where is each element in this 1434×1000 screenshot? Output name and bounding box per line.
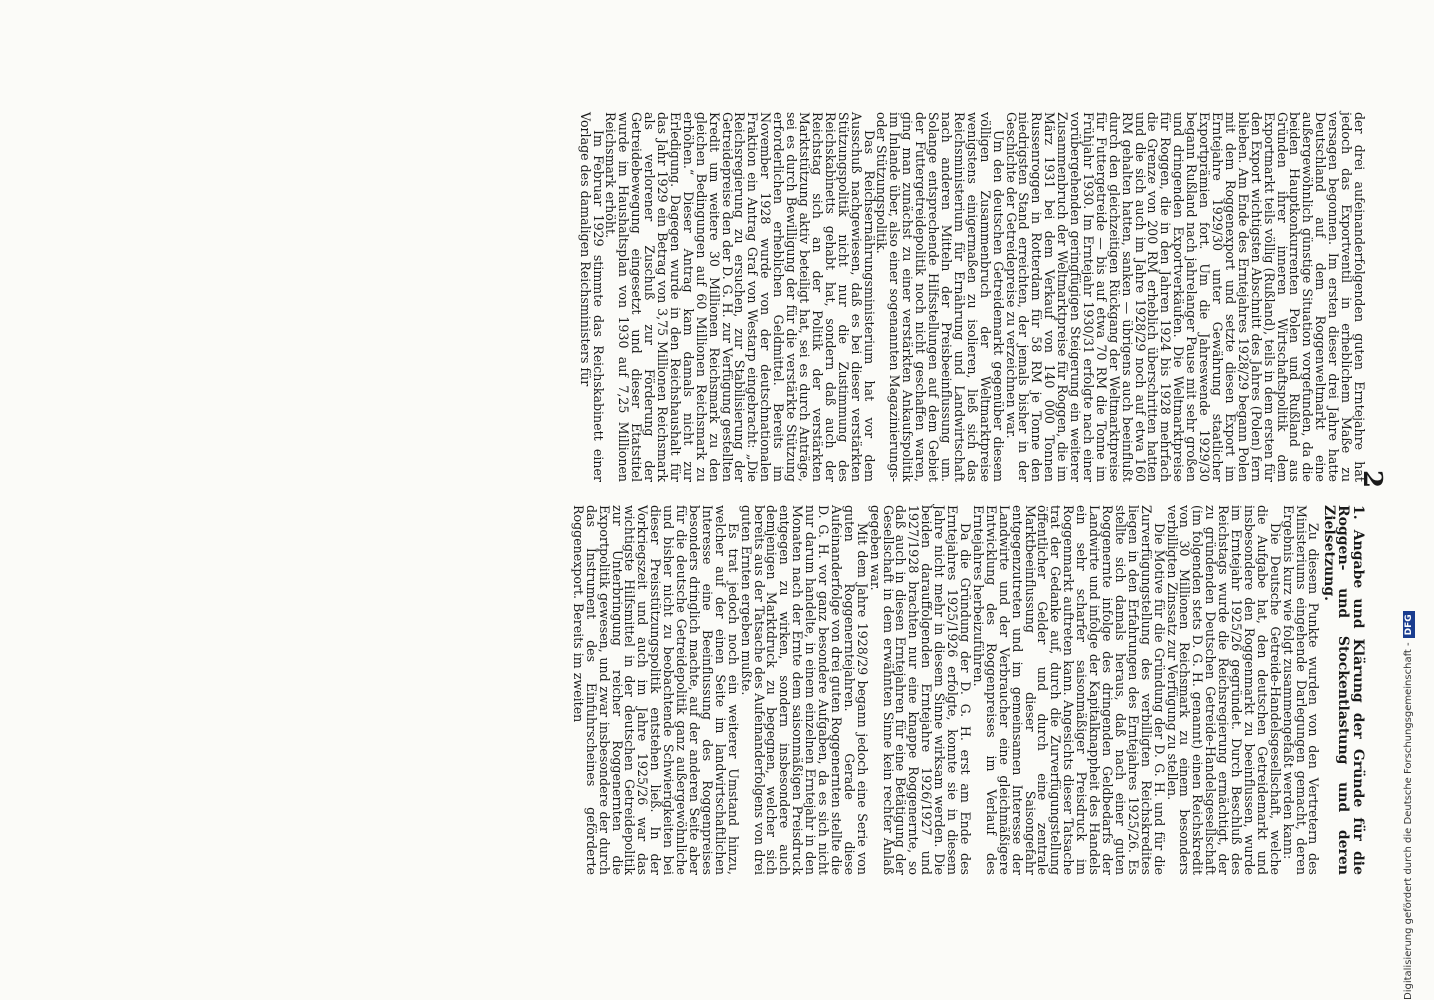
paragraph: der drei aufeinanderfolgenden guten Erntejahre hat jedoch das Exportventil in erheblichem Maße zu versagen begonnen. Im ersten dieser drei Jahre hatte Deutschland auf dem Roggenweltmarkt eine außergewöhnlich günstige Situation vorgefunden, da die beiden Hauptkonkurrenten Polen und Rußland aus Gründen ihrer inneren Wirtschaftspolitik dem Exportmarkt teils völlig (Rußland), teils in dem ersten für den Export wichtigsten Abschnitt des Jahres (Polen) fern blieben. Am Ende des Erntejahres 1928/29 begann Polen mit dem Roggenexport und setzte diesen Export im Erntejahre 1929/30 unter Gewährung staatlicher Exportprämien fort. Um die Jahreswende 1929/30 begann Rußland nach jahrelanger Pause mit sehr großen und dringenden Exportverkäufen. Die Weltmarktpreise für Roggen, die in den Jahren 1924 bis 1928 mehrfach die Grenze von 200 RM erheblich überschritten hatten und die sich auch im Jahre 1928/29 noch auf etwa 160 RM gehalten hatten, sanken — übrigens auch beeinflußt durch den gleichzeitigen Rückgang der Weltmarktpreise für Futtergetreide — bis auf etwa 70 RM die Tonne im Frühjahr 1930. Im Erntejahr 1930/31 erfolgte nach einer vorübergehenden geringfügigen Steigerung ein weiterer Zusammenbruch der Weltmarktpreise für Roggen, die im März 1931 bei dem Verkauf von 140 000 Tonnen Russenroggen in Rotterdam für 58 RM je Tonne den niedrigsten Stand erreichten, der jemals bisher in der Geschichte der Getreidepreise zu verzeichnen war. — [1003, 112, 1367, 482]
paragraph: Im Februar 1929 stimmte das Reichskabinett einer Vorlage des damaligen Reichsministers für — [577, 112, 606, 482]
dfg-logo-badge: DFG — [1403, 611, 1415, 638]
section-heading: 1. Angabe und Klärung der Gründe für die Roggen- und Stockentlastung und deren Zielsetzung. — [1321, 505, 1366, 875]
text-column-left — [255, 505, 1365, 875]
paragraph: Es trat jedoch noch ein weiterer Umstand hinzu, welcher auf der einen Seite im landwirtschaftlichen Interesse eine Beeinflussung des Roggenpreises besonders dringlich machte, auf der anderen Seite aber für die deutsche Getreidepolitik ganz außergewöhnliche und bisher nicht zu beobachtende Schwierigkeiten bei dieser Preisstützungspolitik entstehen ließ. In der Vorkriegszeit und auch im Jahre 1925/26 war das wichtigste Hilfsmittel in der deutschen Getreidepolitik zur Unterbringung reicher Roggenernten die Exportpolitik gewesen, und zwar insbesondere der durch das Instrument des Einfuhrscheines geförderte Roggenexport. Bereits im zweiten — [570, 505, 741, 875]
paragraph: Um den deutschen Getreidemarkt gegenüber diesem völligen Zusammenbruch der Weltmarktpreise wenigstens einigermaßen zu isolieren, ließ sich das Reichsministerium für Ernährung und Landwirtschaft nach anderen Mitteln der Preisbeeinflussung um. Solange entsprechende Hilfsstellungen auf dem Gebiet der Futtergetreidepolitik noch nicht geschaffen waren, ging man zunächst zu einer verstärkten Ankaufspolitik im Inlande über, also einer sogenannten Magazinierungs- oder Stützungspolitik. — [874, 112, 1006, 482]
paragraph: Zu diesem Punkte wurden von den Vertretern des Ministeriums eingehende Darlegungen gemacht, deren Ergebnis kurz wie folgt zusammengefaßt werden kann: — [1280, 505, 1322, 875]
paragraph: Das Reichsernährungsministerium hat vor dem Ausschuß nachgewiesen, daß es bei dieser verstärkten Stützungspolitik nicht nur die Zustimmung des Reichskabinetts gehabt hat, sondern daß auch der Reichstag sich an der Politik der verstärkten Marktstützung aktiv beteiligt hat, sei es durch Anträge, sei es durch Bewilligung der für die verstärkte Stützung erforderlichen erheblichen Geldmittel. Bereits im November 1928 wurde von der deutschnationalen Fraktion ein Antrag Graf von Westarp eingebracht: „Die Reichsregierung zu ersuchen, zur Stabilisierung der Getreidepreise den der D. G. H. zur Verfügung gestellten Kredit um weitere 30 Millionen Reichsmark zu den gleichen Bedingungen auf 60 Millionen Reichsmark zu erhöhen.“ Dieser Antrag kam damals nicht zur Erledigung. Dagegen wurde in den Reichshaushalt für das Jahr 1929 ein Betrag von 3,75 Millionen Reichsmark als verlorener Zuschuß zur Förderung der Getreidebewegung eingesetzt und dieser Etatstitel wurde im Haushaltsplan von 1930 auf 7,25 Millionen Reichsmark erhöht. — [603, 112, 877, 482]
digitization-footer — [1403, 0, 1415, 1000]
rotated-document-page — [75, 0, 1395, 1000]
text-column-right — [255, 112, 1365, 482]
paragraph: Die Deutsche Getreide-Handelsgesellschaft, welche die Aufgabe hat, den deutschen Getreidemarkt und insbesondere den Roggenmarkt zu beeinflussen, wurde im Erntejahr 1925/26 gegründet. Durch Beschluß des Reichstags wurde die Reichsregierung ermächtigt, der zu gründenden Deutschen Getreide-Handelsgesellschaft (im folgenden stets D. G. H. genannt) einen Reichskredit von 30 Millionen Reichsmark zu einem besonders verbilligten Zinssatz zur Verfügung zu stellen. — [1164, 505, 1283, 875]
paragraph: Da die Gründung der D. G. H. erst am Ende des Erntejahres 1925/1926 erfolgte, konnte sie in diesem Jahre nicht mehr in diesem Sinne wirksam werden. Die beiden darauffolgenden Erntejahre 1926/1927 und 1927/1928 brachten nur eine knappe Roggenernte, so daß auch in diesen Erntejahren für eine Betätigung der Gesellschaft in dem erwähnten Sinne kein rechter Anlaß gegeben war. — [867, 505, 974, 875]
paragraph: Die Motive für die Gründung der D. G. H. und für die Zurverfügungstellung des verbilligten Reichskredites liegen in den Erfahrungen des Erntejahres 1925/26. Es stellte sich damals heraus, daß nach einer guten Roggenernte infolge des dringenden Geldbedarfs der Landwirte und infolge der Kapitalknappheit des Handels ein sehr scharfer saisonmäßiger Preisdruck im Roggenmarkt auftreten kann. Angesichts dieser Tatsache trat der Gedanke auf, durch die Zurverfügungstellung öffentlicher Gelder und durch eine zentrale Marktbeeinflussung dieser Saisongefahr entgegenzutreten und im gemeinsamen Interesse der Landwirte und der Verbraucher eine gleichmäßigere Entwicklung des Roggenpreises im Verlauf des Erntejahres herbeizuführen. — [970, 505, 1167, 875]
footer-text: Digitalisierung gefördert durch die Deutsche Forschungsgemeinschaft - — [1403, 642, 1414, 1000]
paragraph: Mit dem Jahre 1928/29 begann jedoch eine Serie von guten Roggenerntejahren. Gerade diese Aufeinanderfolge von drei guten Roggenernten stellte die D. G. H. vor ganz besondere Aufgaben, da es sich nicht nur darum handelte, in einem einzelnen Erntejahr in den Monaten nach der Ernte dem saisonmäßigen Preisdruck entgegen zu wirken, sondern insbesondere auch demjenigen Marktdruck zu begegnen, welcher sich bereits aus der Tatsache des Aufeinanderfolgens von drei guten Ernten ergeben mußte. — [738, 505, 870, 875]
page-number: 2 — [1357, 470, 1387, 489]
